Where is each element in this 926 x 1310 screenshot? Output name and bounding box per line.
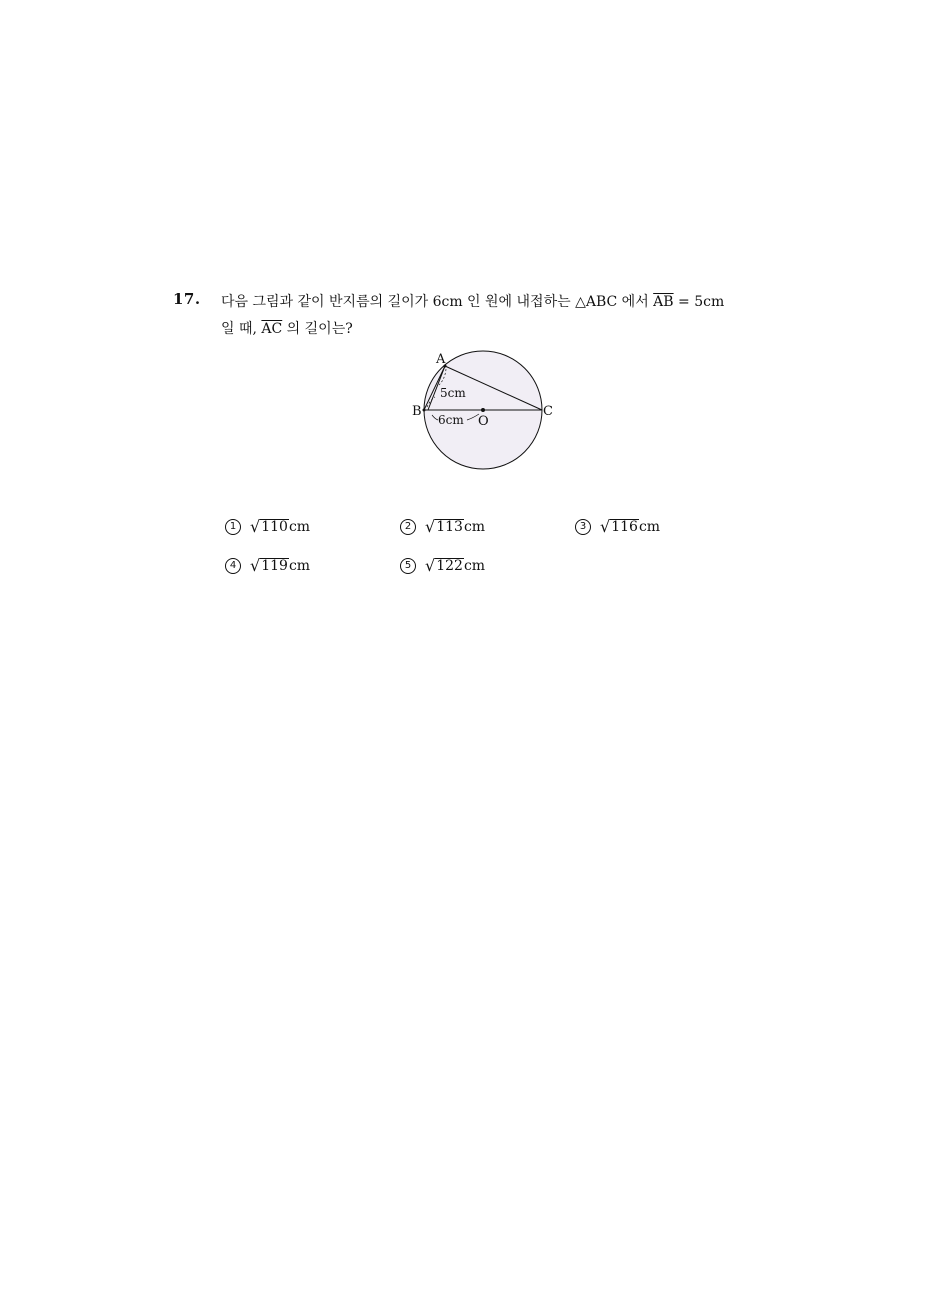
question-text-part: = 5cm [673, 294, 725, 310]
question-text-part: 의 길이는? [282, 321, 353, 337]
choice-3[interactable] [575, 519, 660, 535]
sqrt-expression [250, 558, 289, 574]
question-text-part: 다음 그림과 같이 반지름의 길이가 6cm 인 원에 내접하는 △ABC 에서 [221, 294, 654, 310]
sqrt-expression [600, 519, 639, 535]
unit: cm [288, 519, 311, 535]
segment-ab: $\overline{AB}$ [653, 294, 674, 310]
unit: cm [463, 519, 486, 535]
circled-number-5: 5 [400, 558, 416, 574]
circled-number-3: 3 [575, 519, 591, 535]
choice-5[interactable] [400, 558, 485, 574]
point-b [423, 409, 426, 412]
radicand: 113 [436, 519, 463, 535]
sqrt-expression [425, 519, 464, 535]
sqrt-expression [250, 519, 289, 535]
label-o: O [478, 414, 489, 429]
sqrt-symbol: √ [425, 556, 436, 575]
label-c: C [543, 404, 553, 419]
circle-triangle-figure [405, 345, 565, 475]
choice-2[interactable] [400, 519, 485, 535]
choice-4[interactable] [225, 558, 310, 574]
unit: cm [288, 558, 311, 574]
question-number: 17. [173, 290, 201, 308]
sqrt-symbol: √ [250, 517, 261, 536]
circled-number-1: 1 [225, 519, 241, 535]
sqrt-symbol: √ [425, 517, 436, 536]
unit: cm [638, 519, 661, 535]
circled-number-4: 4 [225, 558, 241, 574]
segment-ac: $\overline{AC}$ [261, 321, 283, 337]
question-text-part: 일 때, [221, 321, 262, 337]
label-bo-length: 6cm [438, 413, 464, 427]
radicand: 110 [261, 519, 288, 535]
sqrt-symbol: √ [600, 517, 611, 536]
radicand: 119 [261, 558, 288, 574]
circled-number-2: 2 [400, 519, 416, 535]
radicand: 122 [436, 558, 463, 574]
radicand: 116 [611, 519, 638, 535]
label-a: A [436, 352, 446, 367]
sqrt-symbol: √ [250, 556, 261, 575]
unit: cm [463, 558, 486, 574]
label-b: B [412, 404, 422, 419]
center-point [481, 408, 485, 412]
label-ab-length: 5cm [440, 386, 466, 400]
sqrt-expression [425, 558, 464, 574]
question-text-line1 [221, 291, 724, 311]
choice-1[interactable] [225, 519, 310, 535]
question-text-line2 [221, 318, 353, 338]
